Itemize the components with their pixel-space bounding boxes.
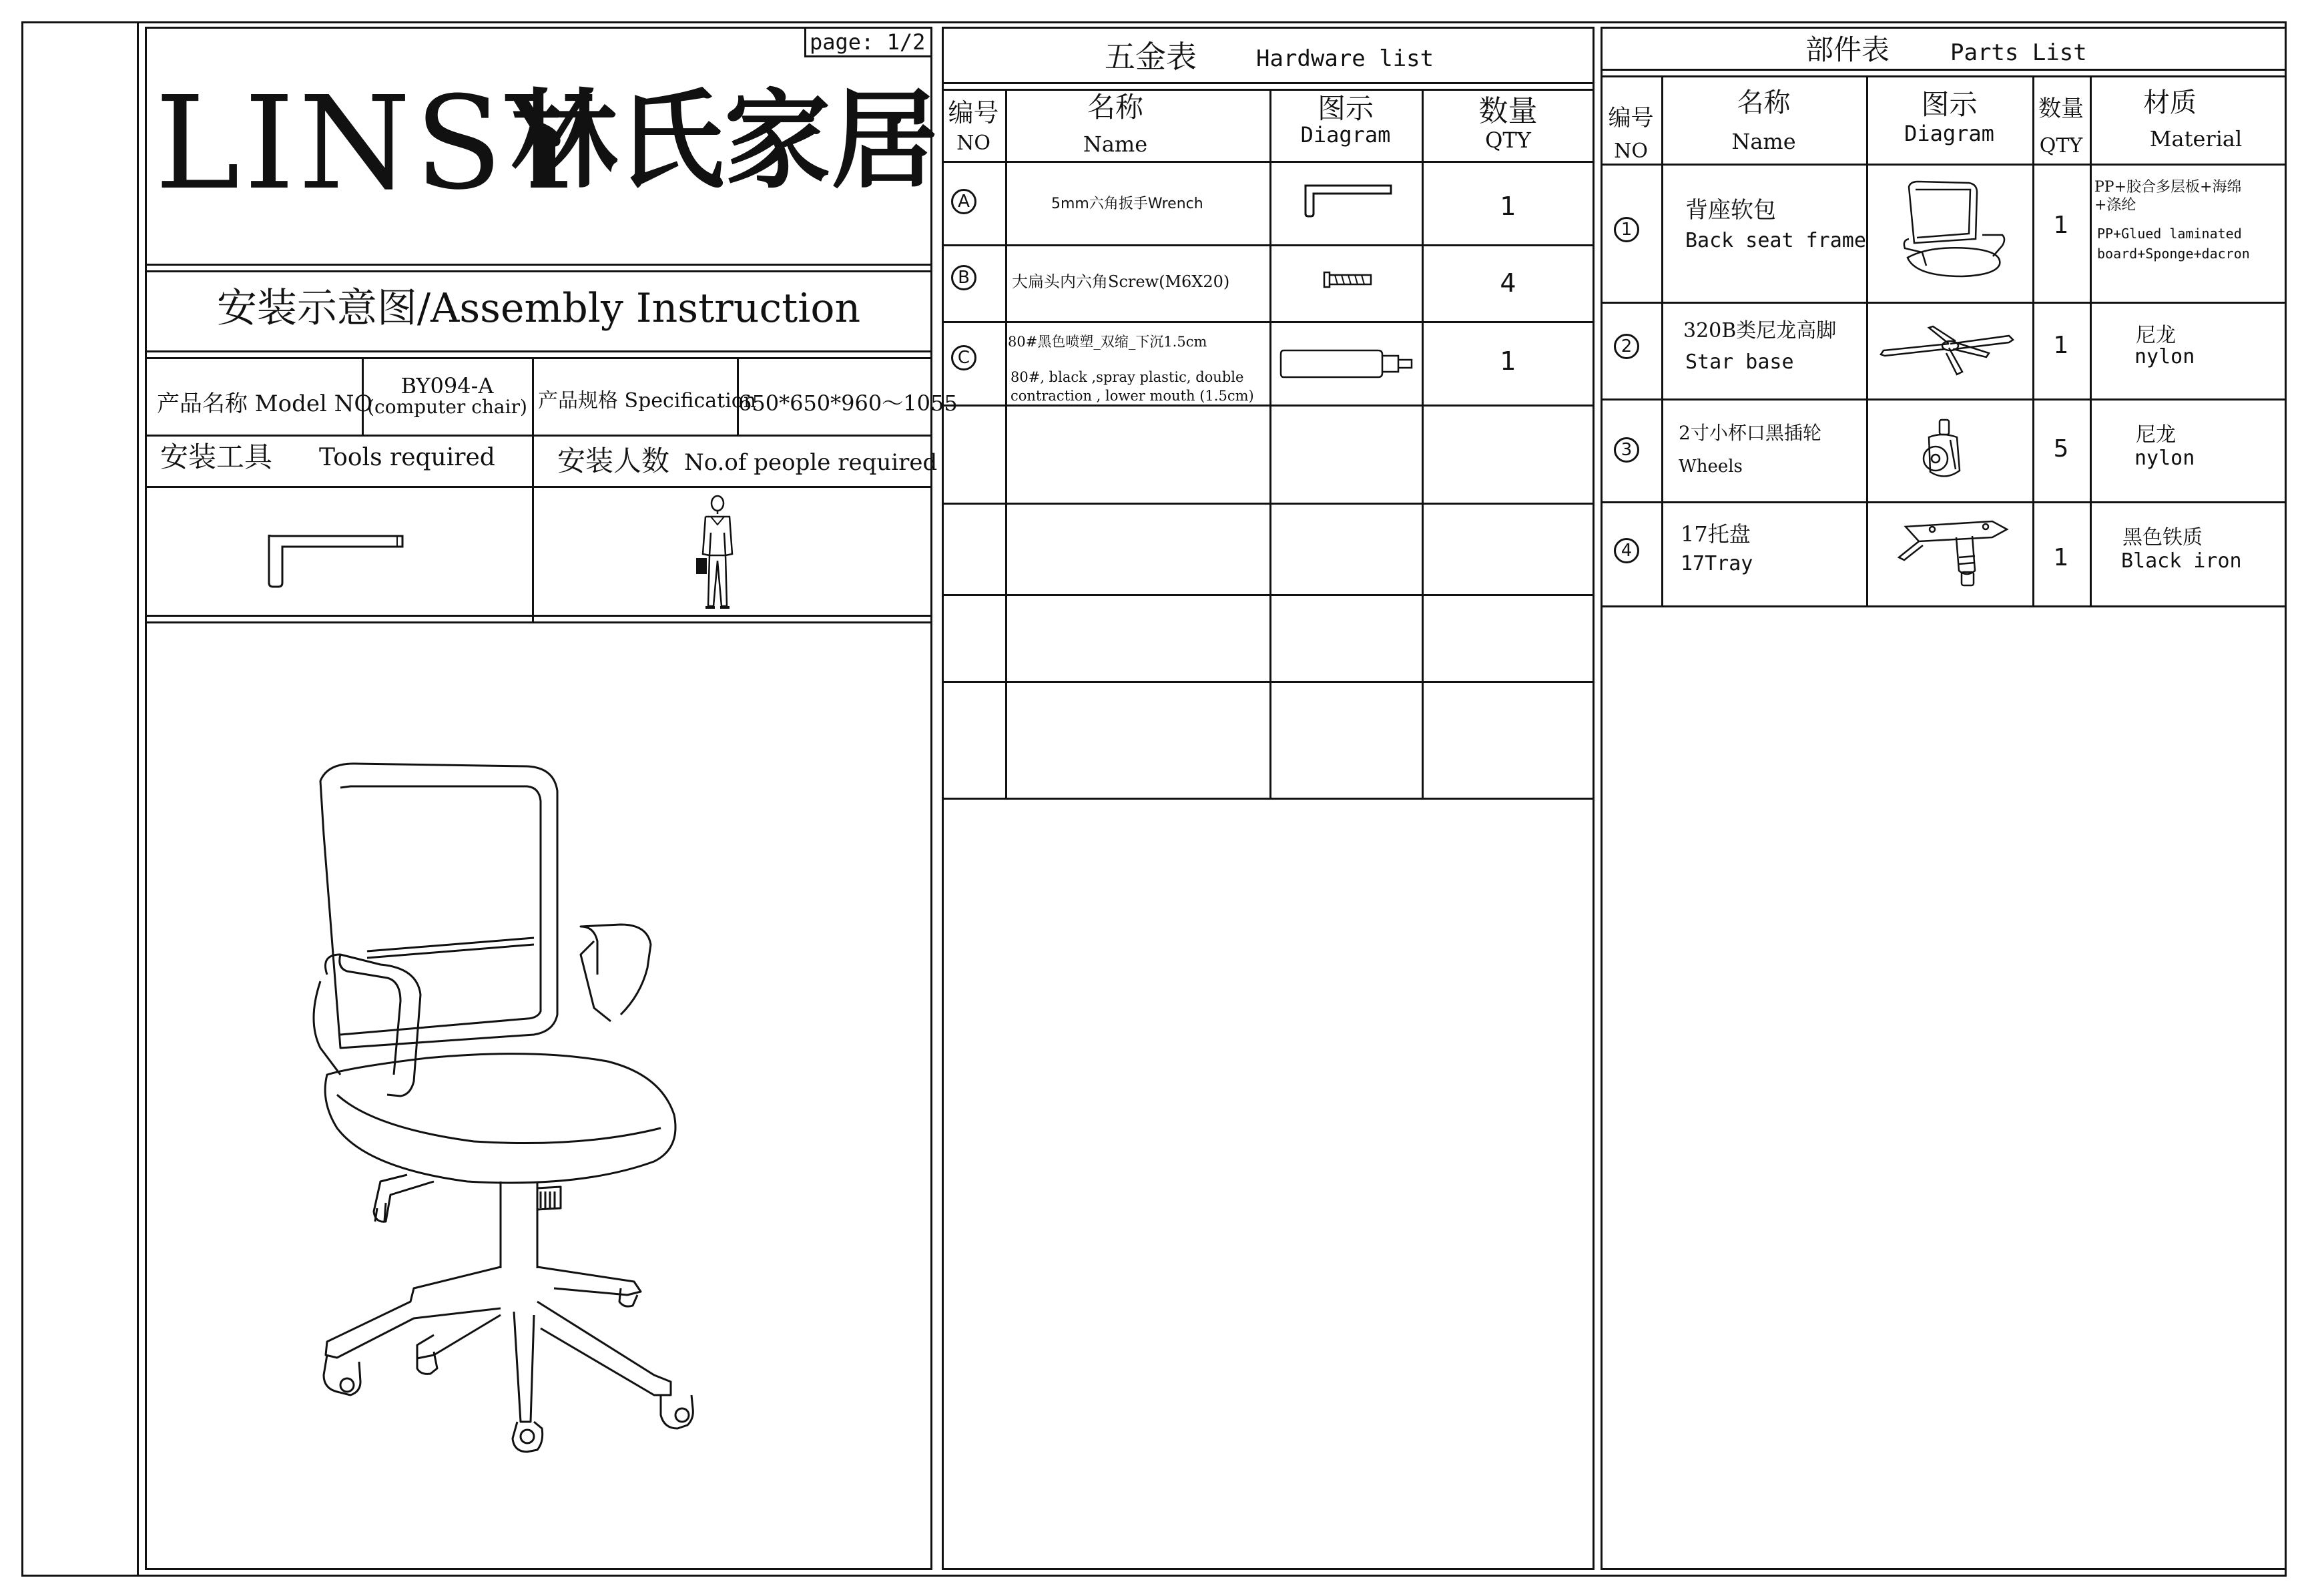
parts-header-name-cn: 名称	[1737, 87, 1791, 118]
parts-row-1-name-en: Back seat frame	[1685, 229, 1866, 252]
page-title: 安装示意图/Assembly Instruction	[216, 285, 861, 332]
divider	[942, 82, 1595, 84]
divider	[145, 357, 932, 359]
parts-row-3-no: 3	[1614, 437, 1639, 463]
divider	[942, 89, 1595, 91]
table-row-divider	[942, 405, 1595, 407]
hw-header-no-en: NO	[956, 131, 990, 155]
parts-row-1-qty: 1	[2053, 212, 2069, 239]
column-divider	[1661, 75, 1663, 606]
allen-wrench-icon	[264, 531, 407, 591]
parts-header-name-en: Name	[1731, 129, 1796, 154]
parts-row-2-name-en: Star base	[1685, 350, 1794, 374]
hw-row-c-name-line3: contraction , lower mouth (1.5cm)	[1011, 388, 1254, 404]
hw-row-c-name-line2: 80#, black ,spray plastic, double	[1011, 369, 1244, 385]
column-divider	[1269, 89, 1271, 798]
office-chair-illustration	[300, 754, 768, 1462]
divider	[532, 435, 534, 621]
hw-header-name-en: Name	[1083, 131, 1148, 157]
divider	[145, 615, 932, 617]
parts-header-diagram-cn: 图示	[1921, 88, 1978, 121]
parts-row-4-no: 4	[1614, 538, 1639, 563]
table-row-divider	[942, 594, 1595, 596]
column-divider	[1866, 75, 1868, 606]
parts-row-1-no: 1	[1614, 217, 1639, 242]
parts-row-4-qty: 1	[2053, 544, 2069, 571]
parts-row-3-material-cn: 尼龙	[2136, 423, 2176, 447]
brand-logo-cjk: 林氏家居	[511, 77, 938, 203]
parts-row-2-material-cn: 尼龙	[2136, 324, 2176, 347]
parts-title-en: Parts List	[1950, 39, 2087, 66]
parts-row-2-name-cn: 320B类尼龙高脚	[1683, 319, 1837, 342]
parts-row-4-material-cn: 黑色铁质	[2122, 526, 2203, 549]
caster-wheel-icon	[1916, 417, 1976, 484]
divider	[145, 350, 932, 352]
hw-header-qty-en: QTY	[1485, 127, 1531, 153]
parts-row-4-name-en: 17Tray	[1681, 552, 1753, 575]
divider	[1601, 164, 2287, 166]
page-number: page: 1/2	[810, 29, 926, 55]
parts-title-cn: 部件表	[1805, 33, 1890, 66]
hw-row-a-qty: 1	[1500, 192, 1516, 221]
hw-row-a-no: A	[951, 189, 976, 214]
back-seat-frame-icon	[1896, 179, 2009, 279]
parts-header-diagram-en: Diagram	[1904, 121, 1994, 146]
person-icon	[691, 494, 744, 614]
table-row-divider	[942, 244, 1595, 246]
parts-header-qty-en: QTY	[2039, 134, 2083, 158]
hw-row-b-name: 大扁头内六角Screw(M6X20)	[1012, 272, 1230, 291]
hw-row-b-qty: 4	[1500, 268, 1516, 298]
parts-row-2-no: 2	[1614, 334, 1639, 359]
people-label-cn: 安装人数	[557, 445, 670, 477]
table-row-divider	[1601, 501, 2287, 503]
parts-row-4-material-en: Black iron	[2121, 549, 2242, 573]
hw-row-c-name: 80#黑色喷塑_双缩_下沉1.5cm	[1008, 334, 1207, 350]
table-row-divider	[942, 503, 1595, 505]
parts-header-no-cn: 编号	[1608, 105, 1654, 131]
parts-row-2-material-en: nylon	[2134, 345, 2195, 368]
parts-header-material-cn: 材质	[2143, 87, 2197, 118]
divider	[1601, 75, 2287, 77]
binding-margin-line	[137, 21, 139, 1577]
divider	[145, 270, 932, 272]
table-row-divider	[942, 798, 1595, 800]
hw-header-no-cn: 编号	[948, 98, 999, 127]
hw-row-c-no: C	[951, 345, 976, 370]
divider	[942, 161, 1595, 163]
spec-label: 产品规格 Specification	[538, 389, 757, 413]
table-row-divider	[1601, 605, 2287, 607]
hw-header-diagram-en: Diagram	[1300, 122, 1391, 148]
parts-row-3-material-en: nylon	[2134, 447, 2195, 470]
parts-header-qty-cn: 数量	[2038, 95, 2084, 122]
table-row-divider	[942, 681, 1595, 683]
parts-row-1-material-line2: +涤纶	[2094, 197, 2136, 214]
parts-row-3-name-cn: 2寸小杯口黑插轮	[1679, 422, 1821, 444]
divider	[145, 621, 932, 623]
star-base-icon	[1876, 324, 2022, 377]
people-label-en: No.of people required	[684, 449, 938, 476]
hw-row-c-qty: 1	[1500, 346, 1516, 376]
parts-row-1-material-line4: board+Sponge+dacron	[2097, 246, 2250, 262]
hw-header-qty-cn: 数量	[1478, 94, 1538, 128]
divider	[145, 486, 932, 488]
parts-row-3-name-en: Wheels	[1679, 457, 1743, 477]
hw-row-b-no: B	[951, 265, 976, 290]
hw-row-a-name: 5mm六角扳手Wrench	[1051, 196, 1203, 212]
column-divider	[1005, 89, 1007, 798]
divider	[145, 264, 932, 266]
brand-logo-latin: LINSY	[155, 69, 595, 218]
parts-row-1-material-line1: PP+胶合多层板+海绵	[2094, 179, 2242, 196]
column-divider	[2090, 75, 2092, 606]
model-subtitle: (computer chair)	[367, 396, 527, 418]
divider	[532, 357, 534, 435]
parts-row-2-qty: 1	[2053, 332, 2069, 359]
model-value: BY094-A	[400, 373, 494, 398]
tray-mechanism-icon	[1892, 517, 2012, 591]
hardware-title-cn: 五金表	[1105, 39, 1197, 75]
hw-header-diagram-cn: 图示	[1317, 92, 1374, 125]
allen-wrench-icon	[1302, 182, 1395, 218]
divider	[1601, 69, 2287, 71]
divider	[145, 435, 932, 437]
table-row-divider	[1601, 398, 2287, 401]
parts-row-1-name-cn: 背座软包	[1685, 197, 1776, 224]
gas-cylinder-icon	[1278, 344, 1415, 384]
table-row-divider	[1601, 302, 2287, 304]
parts-header-no-en: NO	[1614, 140, 1648, 163]
spec-value: 650*650*960～1055	[738, 390, 958, 416]
screw-icon	[1322, 270, 1375, 290]
hw-header-name-cn: 名称	[1087, 91, 1143, 123]
tools-label-en: Tools required	[319, 444, 495, 471]
parts-row-4-name-cn: 17托盘	[1681, 521, 1751, 547]
parts-row-1-material-line3: PP+Glued laminated	[2097, 226, 2242, 242]
model-label: 产品名称 Model NO	[157, 390, 373, 417]
hardware-title-en: Hardware list	[1256, 45, 1434, 72]
tools-label-cn: 安装工具	[160, 441, 273, 473]
parts-header-material-en: Material	[2149, 126, 2243, 152]
table-row-divider	[942, 321, 1595, 323]
parts-row-3-qty: 5	[2053, 435, 2069, 463]
